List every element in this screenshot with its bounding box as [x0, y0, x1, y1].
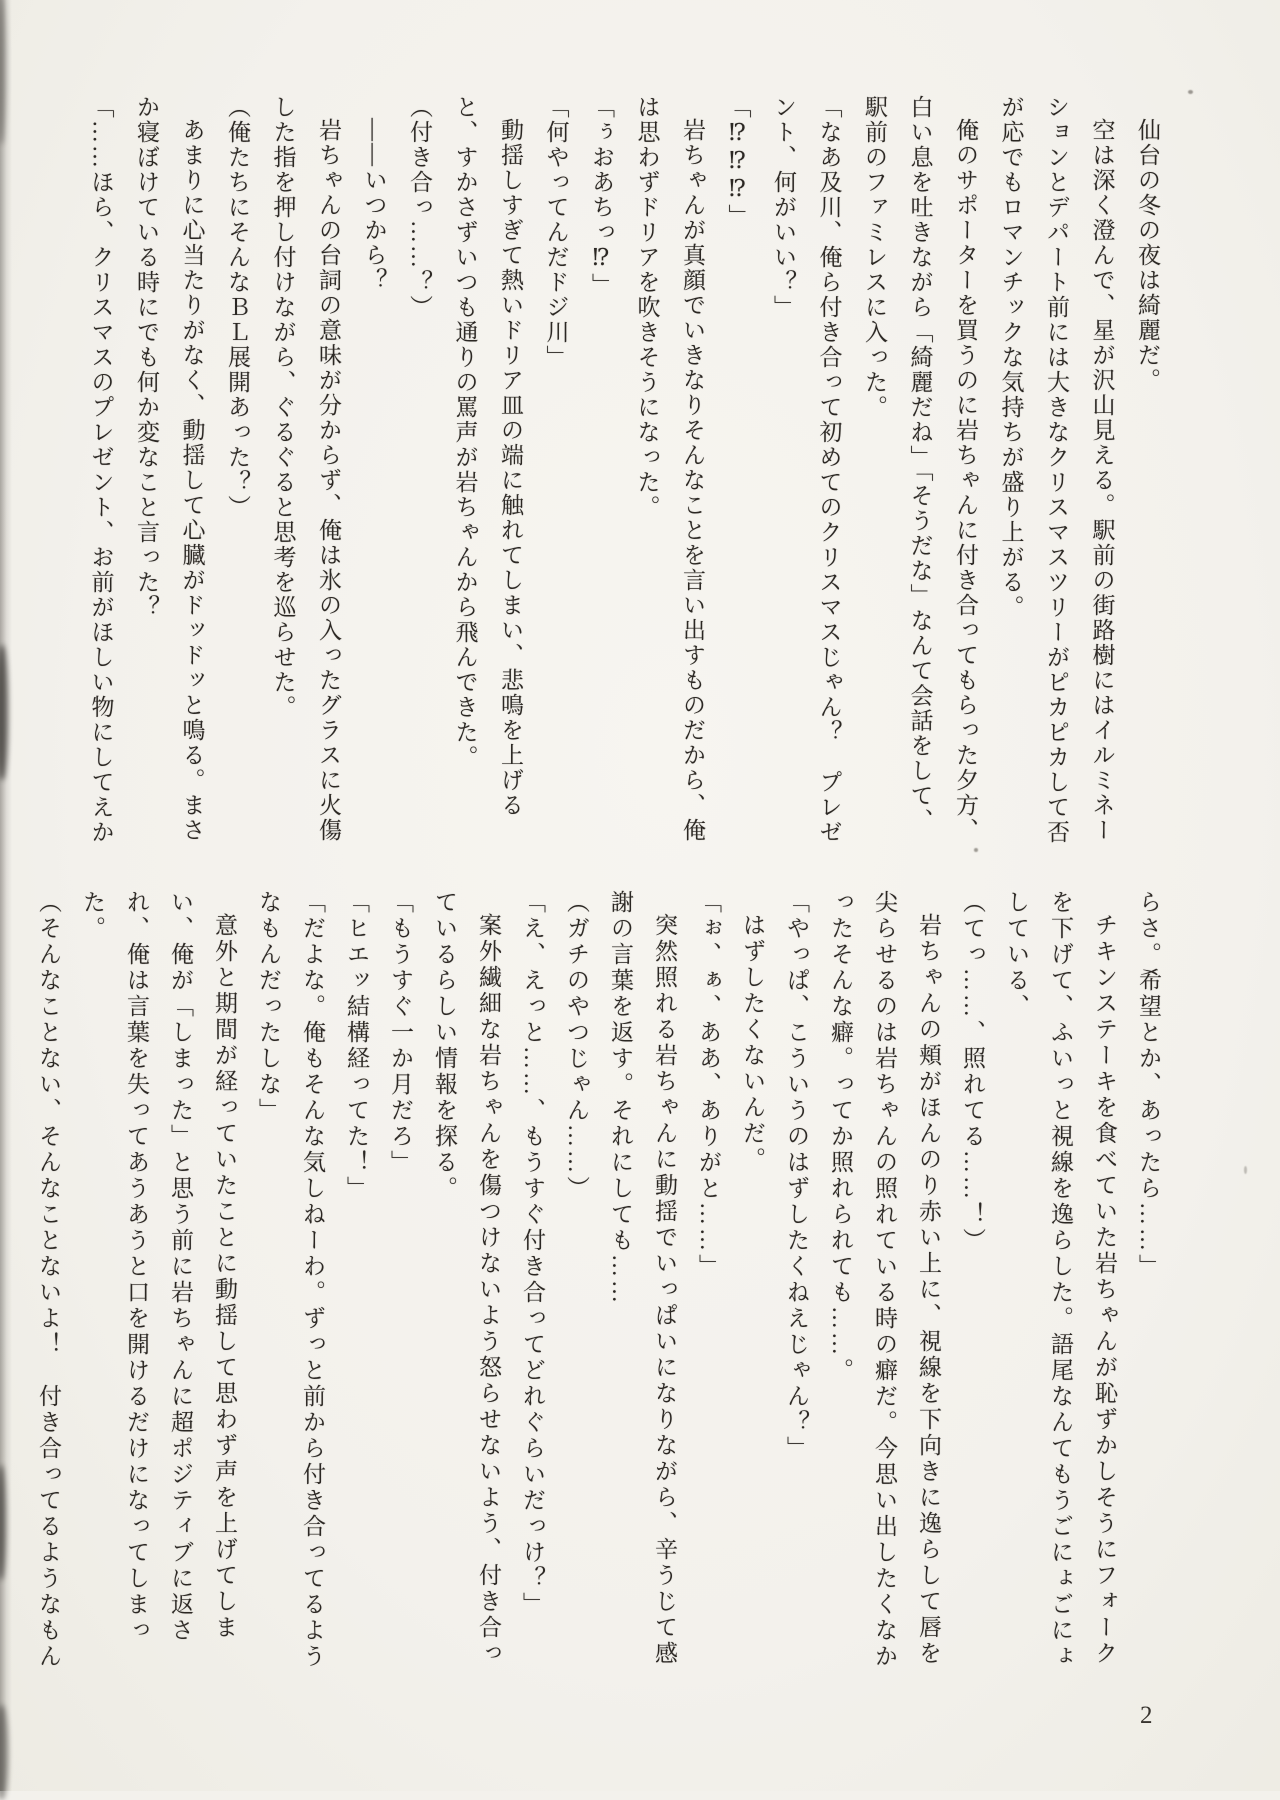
- paragraph: 突然照れる岩ちゃんに動揺でいっぱいになりながら、辛うじて感謝の言葉を返す。それにしても……: [608, 890, 677, 1667]
- paragraph: （てっ……、照れてる……！）: [960, 890, 985, 1254]
- paragraph: （ガチのやつじゃん……）: [564, 890, 589, 1202]
- paragraph: 「何やってんだドジ川」: [543, 95, 569, 370]
- paragraph: らさ。希望とか、あったら……」: [1136, 890, 1161, 1280]
- paragraph: 「え、えっと……、もうすぐ付き合ってどれぐらいだっけ？」: [520, 890, 545, 1618]
- paragraph: （俺たちにそんなＢＬ展開あった？）: [225, 95, 250, 520]
- paragraph: 「ぅおあちっ⁉」: [589, 95, 614, 298]
- scan-speck: [974, 848, 978, 852]
- paragraph: 「だよな。俺もそんな気しねーわ。ずっと前から付き合ってるようなもんだったしな」: [256, 890, 325, 1670]
- paragraph: 案外繊細な岩ちゃんを傷つけないよう怒らせないよう、付き合っているらしい情報を探る。: [432, 890, 501, 1667]
- paragraph: 意外と期間が経っていたことに動揺して思わず声を上げてしまい、俺が「しまった」と思う前に岩ちゃんに超ポジティブに返され、俺は言葉を失ってあうあうと口を開けるだけになってしまった。: [80, 890, 237, 1644]
- paragraph: 「……ほら、クリスマスのプレゼント、お前がほしい物にしてえか: [88, 95, 114, 845]
- paragraph: （付き合っ……？）: [407, 95, 432, 320]
- paragraph: チキンステーキを食べていた岩ちゃんが恥ずかしそうにフォークを下げて、ふいっと視線を逸らした。語尾なんてもうごにょごにょしている、: [1004, 890, 1117, 1670]
- paragraph: 「⁉⁉⁉」: [725, 95, 751, 229]
- paragraph: 岩ちゃんの頬がほんのり赤い上に、視線を下向きに逸らして唇を尖らせるのは岩ちゃんの照れている時の癖だ。今思い出したくなかったそんな癖。ってか照れられても……。: [828, 890, 941, 1670]
- scan-speck: [1244, 1166, 1247, 1174]
- scan-speck: [1188, 90, 1193, 94]
- paragraph: 空は深く澄んで、星が沢山見える。駅前の街路樹にはイルミネーションとデパート前には大きなクリスマスツリーがピカピカして否が応でもロマンチックな気持ちが盛り上がる。: [998, 95, 1115, 845]
- paragraph: あまりに心当たりがなく、動揺して心臓がドッドッと鳴る。まさか寝ぼけている時にでも何か変なこと言った？: [134, 95, 205, 843]
- paragraph: 「なあ及川、俺ら付き合って初めてのクリスマスじゃん？ プレゼント、何がいい？」: [771, 95, 842, 845]
- paragraph: 岩ちゃんが真顔でいきなりそんなことを言い出すものだから、俺は思わずドリアを吹きそうになった。: [634, 95, 705, 843]
- paragraph: 動揺しすぎて熱いドリア皿の端に触れてしまい、悲鳴を上げると、すかさずいつも通りの罵声が岩ちゃんから飛んできた。: [452, 95, 523, 818]
- text-block-upper: [78, 95, 1170, 847]
- paragraph: 「やっぱ、こういうのはずしたくねえじゃん？」: [784, 890, 809, 1462]
- paragraph: 「もうすぐ一か月だろ」: [388, 890, 413, 1176]
- paragraph: 「ヒエッ結構経ってた！」: [344, 890, 369, 1202]
- text-block-lower: [26, 890, 1170, 1674]
- paragraph: 仙台の冬の夜は綺麗だ。: [1135, 118, 1160, 393]
- paragraph: （そんなことない、そんなことないよ！ 付き合ってるようなもん: [36, 890, 61, 1670]
- page-number: 2: [1140, 1702, 1153, 1729]
- paragraph: はずしたくないんだ。: [740, 913, 765, 1173]
- paragraph: 俺のサポーターを買うのに岩ちゃんに付き合ってもらった夕方、白い息を吐きながら「綺麗だね」「そうだな」なんて会話をして、駅前のファミレスに入った。: [862, 95, 978, 843]
- paragraph: ――いつから？: [361, 118, 387, 293]
- paragraph: 「ぉ、ぁ、ああ、ありがと……」: [696, 890, 721, 1280]
- paragraph: 岩ちゃんの台詞の意味が分からず、俺は氷の入ったグラスに火傷した指を押し付けながら、ぐるぐると思考を巡らせた。: [270, 95, 341, 843]
